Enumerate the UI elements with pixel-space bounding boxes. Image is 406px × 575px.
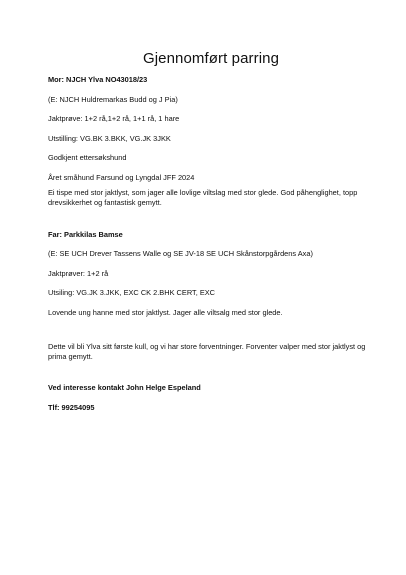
- father-section: [48, 230, 366, 318]
- page-title: Gjennomført parring: [142, 50, 280, 67]
- contact-line: Ved interesse kontakt John Helge Espeland: [48, 383, 201, 393]
- phone-number: Tlf: 99254095: [48, 402, 95, 412]
- mother-approved: Godkjent ettersøkshund: [48, 153, 127, 163]
- mother-field-trial: Jaktprøve: 1+2 rå,1+2 rå, 1+1 rå, 1 hare: [48, 114, 180, 124]
- father-parents: (E: SE UCH Drever Tassens Walle og SE JV-18 SE UCH Skånstorpgårdens Axa): [48, 249, 313, 259]
- mother-parents: (E: NJCH Huldremarkas Budd og J Pia): [48, 94, 178, 104]
- section-spacer: [48, 328, 366, 342]
- litter-summary: Dette vil bli Ylva sitt første kull, og vi har store forventninger. Forventer valper med stor jaktlyst og prima gemytt.: [48, 341, 366, 361]
- section-spacer: [48, 371, 366, 383]
- father-field-trial: Jaktprøver: 1+2 rå: [48, 268, 109, 278]
- father-heading: Far: Parkkilas Bamse: [48, 229, 123, 239]
- father-show: Utsiling: VG.JK 3.JKK, EXC CK 2.BHK CERT, EXC: [48, 288, 216, 298]
- father-description: Lovende ung hanne med stor jaktlyst. Jager alle viltsalg med stor glede.: [48, 307, 283, 317]
- mother-show: Utstilling: VG.BK 3.BKK, VG.JK 3JKK: [48, 133, 171, 143]
- section-spacer: [48, 218, 366, 230]
- mother-award: Året småhund Farsund og Lyngdal JFF 2024: [48, 172, 195, 182]
- mother-description: Ei tispe med stor jaktlyst, som jager alle lovlige viltslag med stor glede. God påhenglighet, topp drevsikkerhet og fantastisk gemytt.: [48, 187, 358, 207]
- mother-heading: Mor: NJCH Ylva NO43018/23: [48, 75, 148, 84]
- mother-section: [48, 75, 366, 208]
